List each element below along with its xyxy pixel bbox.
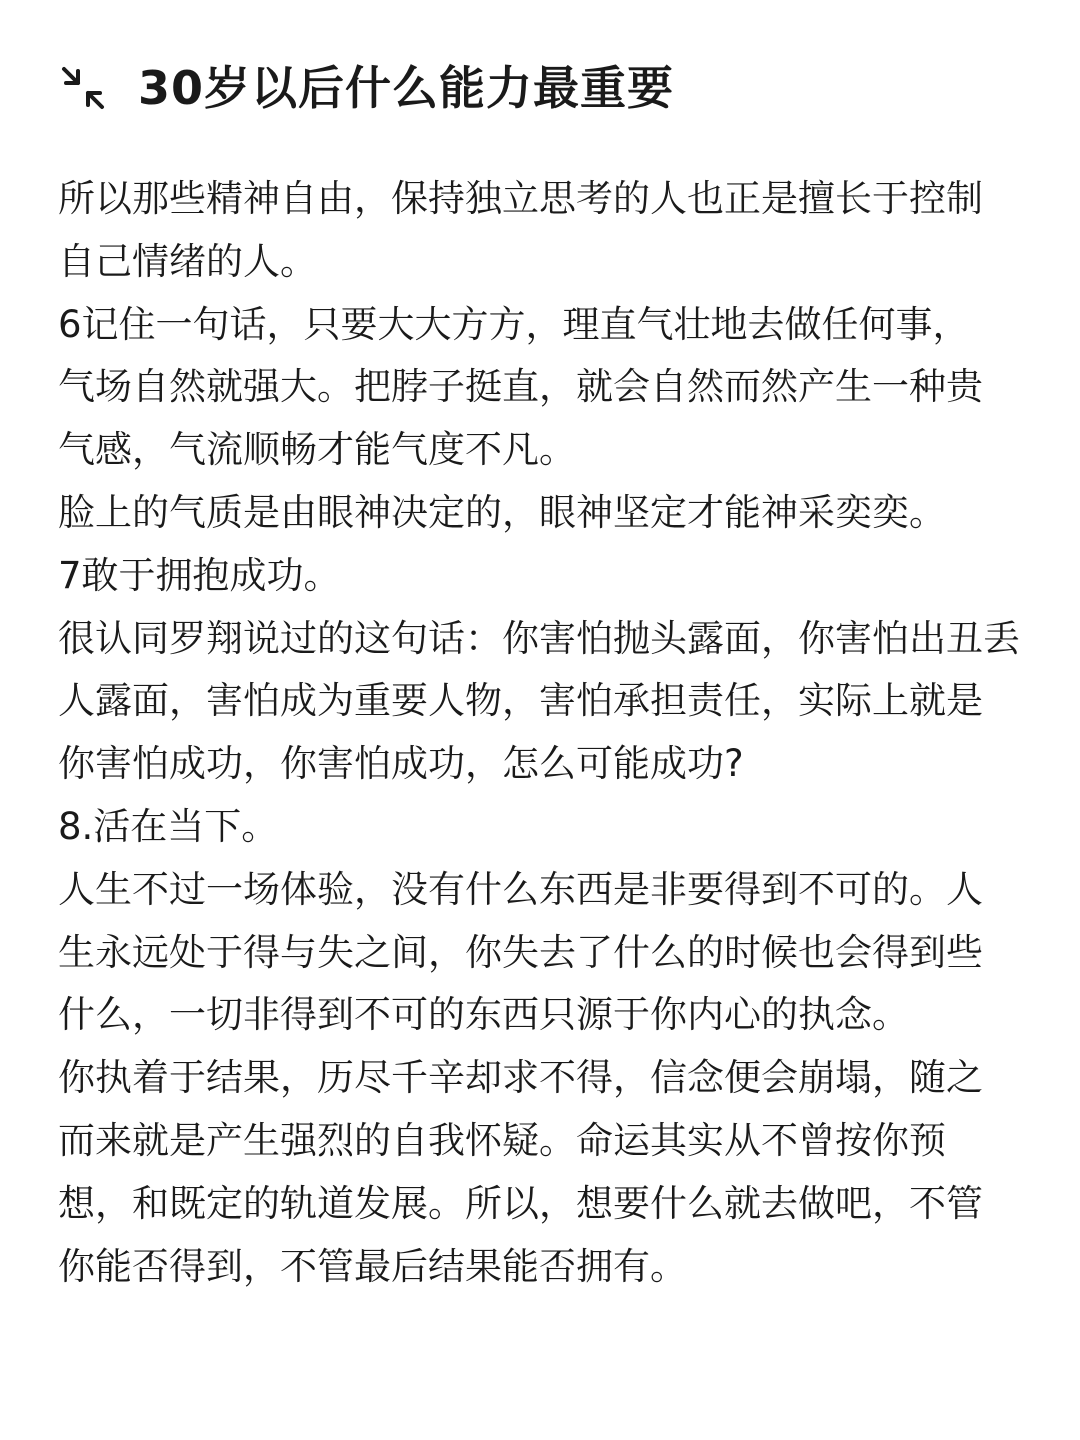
text-line: 8.活在当下。 <box>58 804 279 848</box>
article-body <box>58 168 1038 1298</box>
text-line: 你执着于结果，历尽千辛却求不得，信念便会崩塌，随之 <box>58 1056 983 1100</box>
text-line: 自己情绪的人。 <box>58 239 317 283</box>
text-line: 而来就是产生强烈的自我怀疑。命运其实从不曾按你预 <box>58 1118 946 1162</box>
text-line: 很认同罗翔说过的这句话：你害怕抛头露面，你害怕出丑丢 <box>58 616 1020 660</box>
text-line: 7敢于拥抱成功。 <box>58 553 341 597</box>
text-line: 什么，一切非得到不可的东西只源于你内心的执念。 <box>58 993 909 1037</box>
text-line: 所以那些精神自由，保持独立思考的人也正是擅长于控制 <box>58 177 983 220</box>
text-line: 你能否得到，不管最后结果能否拥有。 <box>58 1244 687 1288</box>
text-line: 气感，气流顺畅才能气度不凡。 <box>58 428 576 472</box>
collapse-icon[interactable] <box>58 63 108 113</box>
text-line: 6记住一句话，只要大大方方，理直气壮地去做任何事， <box>58 302 970 346</box>
text-line: 你害怕成功，你害怕成功，怎么可能成功? <box>58 742 744 786</box>
text-line: 人露面，害怕成为重要人物，害怕承担责任，实际上就是 <box>58 679 983 723</box>
text-line: 人生不过一场体验，没有什么东西是非要得到不可的。人 <box>58 867 983 911</box>
text-line: 脸上的气质是由眼神决定的，眼神坚定才能神采奕奕。 <box>58 490 946 534</box>
text-line: 气场自然就强大。把脖子挺直，就会自然而然产生一种贵 <box>58 365 983 409</box>
header <box>58 52 674 124</box>
page-title: 30岁以后什么能力最重要 <box>138 61 675 115</box>
text-line: 想，和既定的轨道发展。所以，想要什么就去做吧，不管 <box>58 1181 983 1225</box>
text-line: 生永远处于得与失之间，你失去了什么的时候也会得到些 <box>58 930 983 974</box>
